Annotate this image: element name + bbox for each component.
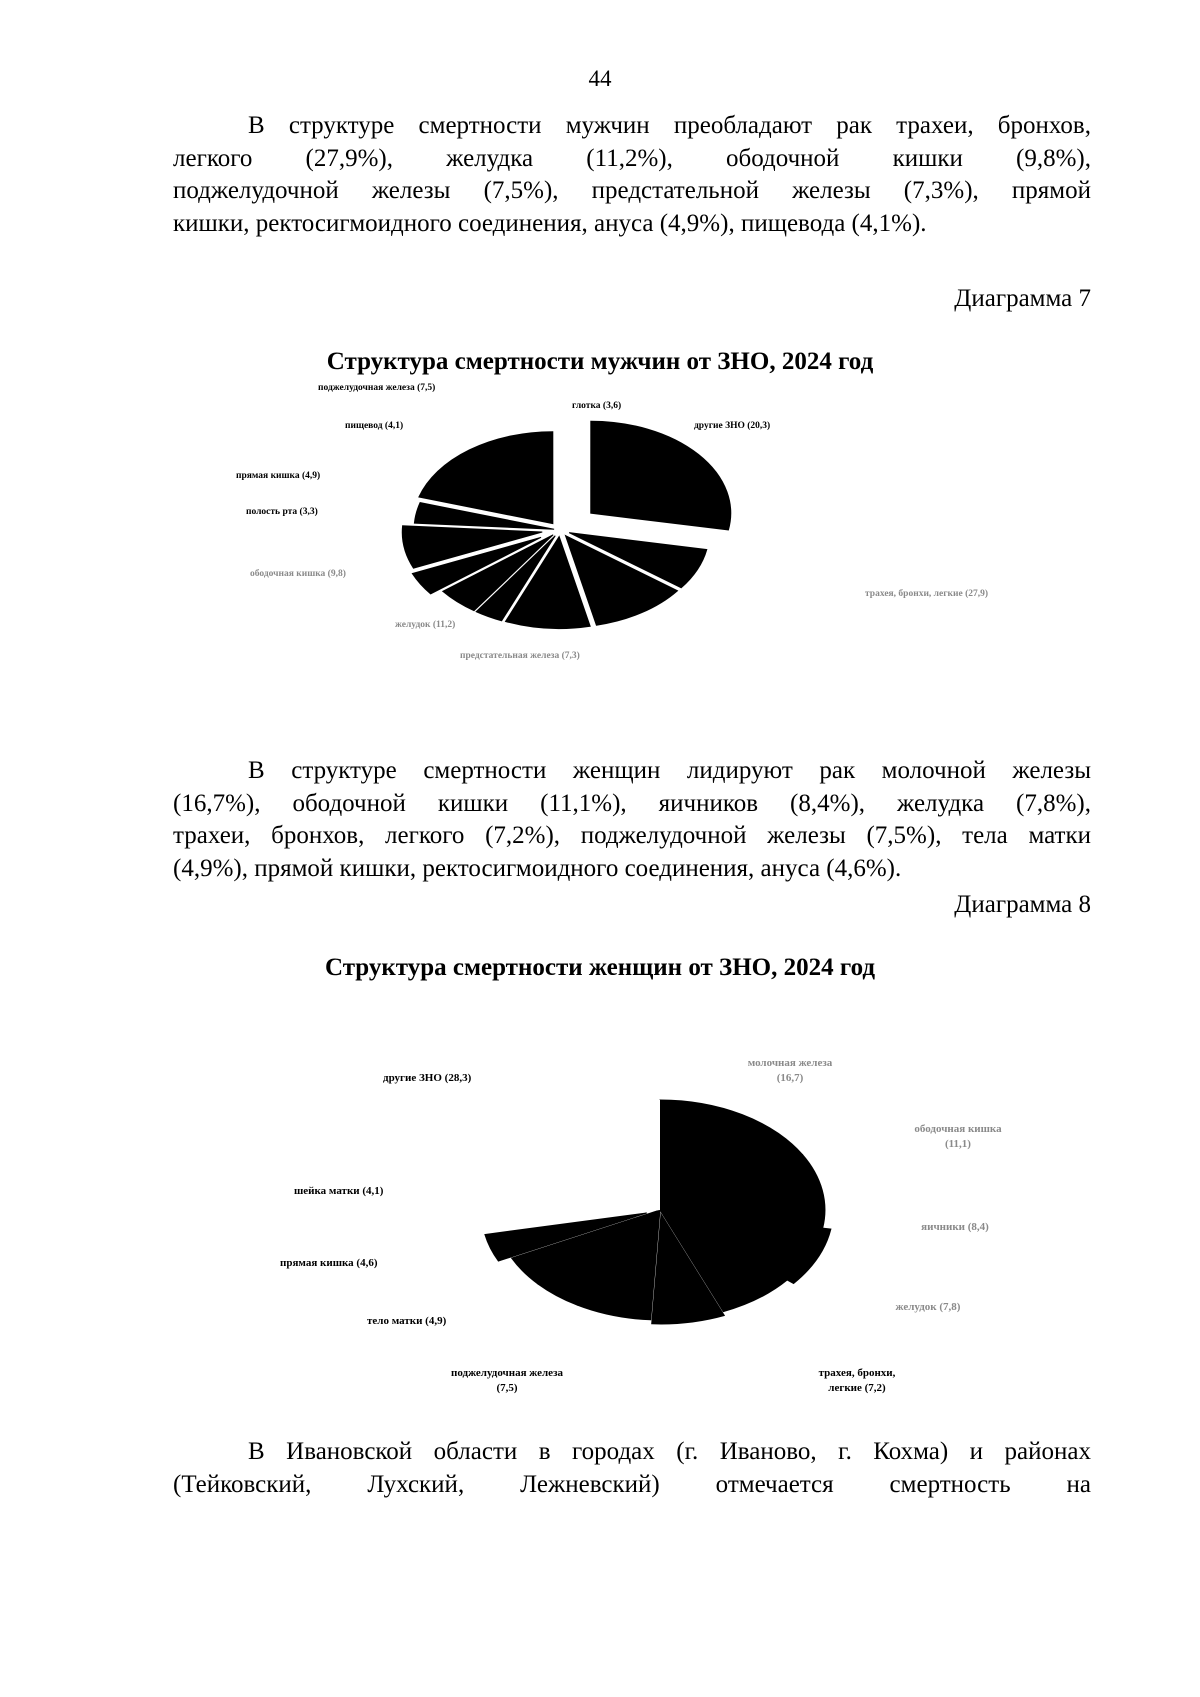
- figure-7-title: Структура смертности мужчин от ЗНО, 2024 год: [326, 348, 874, 375]
- data-label-желудок: желудок (11,2): [395, 620, 456, 630]
- data-label-трахея-бронхи-легкие: трахея, бронхи, легкие (27,9): [865, 589, 989, 599]
- data-label-трахея-бронхи-легкие: легкие (7,2): [828, 1382, 886, 1394]
- data-label-поджелудочная-железа: поджелудочная железа (7,5): [318, 383, 436, 393]
- figure-8-label: Диаграмма 8: [954, 891, 1091, 918]
- paragraph-line: В структуре смертности мужчин преобладают рак трахеи, бронхов,: [248, 112, 1091, 139]
- paragraph-line: В структуре смертности женщин лидируют рак молочной железы: [248, 757, 1091, 784]
- pie-slice-трахея-бронхи-легкие: [591, 421, 731, 530]
- paragraph-line: легкого (27,9%), желудка (11,2%), ободочной кишки (9,8%),: [173, 144, 1091, 172]
- data-label-молочная-железа: (16,7): [776, 1072, 804, 1084]
- paragraph-line: кишки, ректосигмоидного соединения, ануса (4,9%), пищевода (4,1%).: [173, 209, 927, 237]
- data-label-яичники: яичники (8,4): [921, 1221, 989, 1233]
- data-label-прямая-кишка: прямая кишка (4,6): [280, 1257, 378, 1269]
- figure-7-label: Диаграмма 7: [954, 285, 1091, 312]
- men-mortality-pie-chart: [0, 383, 1200, 730]
- paragraph-line: В Ивановской области в городах (г. Иваново, г. Кохма) и районах: [248, 1438, 1091, 1465]
- paragraph-men-structure: [173, 110, 1091, 240]
- data-label-тело-матки: тело матки (4,9): [367, 1315, 447, 1327]
- paragraph-regions: [173, 1436, 1091, 1501]
- data-label-молочная-железа: молочная железа: [747, 1057, 833, 1069]
- data-label-ободочная-кишка: (11,1): [945, 1138, 971, 1150]
- paragraph-line: (Тейковский, Лухский, Лежневский) отмечается смертность на: [173, 1470, 1091, 1498]
- data-label-шейка-матки: шейка матки (4,1): [294, 1185, 384, 1197]
- figure-8-title: Структура смертности женщин от ЗНО, 2024 год: [324, 954, 876, 981]
- data-label-другие-зно: другие ЗНО (28,3): [383, 1072, 472, 1084]
- paragraph-line: (4,9%), прямой кишки, ректосигмоидного соединения, ануса (4,6%).: [173, 854, 902, 882]
- women-mortality-pie-chart: [0, 1040, 1200, 1420]
- page-number: 44: [588, 66, 612, 91]
- data-label-ободочная-кишка: ободочная кишка: [914, 1123, 1002, 1135]
- data-label-желудок: желудок (7,8): [895, 1301, 961, 1313]
- data-label-прямая-кишка: прямая кишка (4,9): [236, 471, 321, 481]
- paragraph-line: трахеи, бронхов, легкого (7,2%), поджелудочной железы (7,5%), тела матки: [173, 822, 1091, 849]
- data-label-трахея-бронхи-легкие: трахея, бронхи,: [818, 1367, 896, 1379]
- pie-slice-другие-зно: [495, 1100, 660, 1232]
- data-label-полость-рта: полость рта (3,3): [246, 507, 318, 517]
- paragraph-line: (16,7%), ободочной кишки (11,1%), яичников (8,4%), желудка (7,8%),: [173, 789, 1091, 817]
- data-label-поджелудочная-железа: поджелудочная железа: [451, 1367, 563, 1379]
- data-label-поджелудочная-железа: (7,5): [496, 1382, 518, 1394]
- data-label-другие-зно: другие ЗНО (20,3): [694, 421, 771, 431]
- paragraph-line: поджелудочной железы (7,5%), предстательной железы (7,3%), прямой: [173, 177, 1091, 204]
- data-label-ободочная-кишка: ободочная кишка (9,8): [250, 569, 346, 579]
- paragraph-women-structure: [173, 755, 1091, 885]
- data-label-предстательная-железа: предстательная железа (7,3): [460, 651, 580, 661]
- data-label-глотка: глотка (3,6): [572, 401, 622, 411]
- data-label-пищевод: пищевод (4,1): [345, 421, 404, 431]
